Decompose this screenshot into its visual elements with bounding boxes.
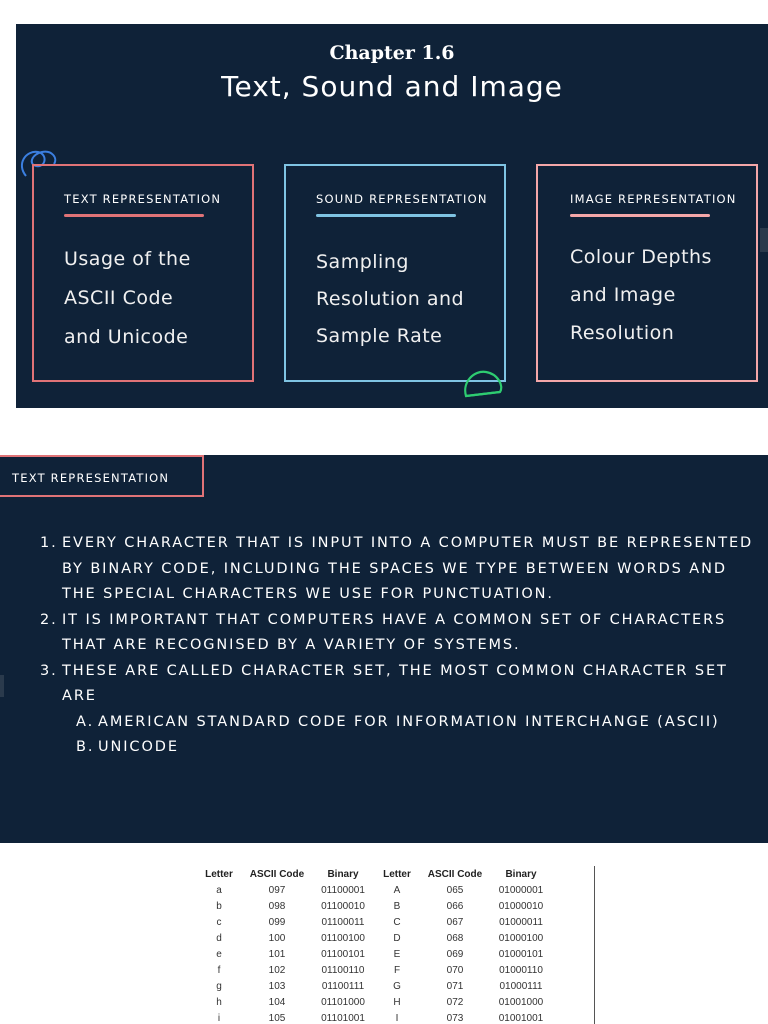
card-body [64, 240, 244, 357]
table-cell: 01000001 [498, 884, 544, 896]
list-number: 2. [40, 611, 58, 628]
column-header: ASCII Code [249, 869, 305, 880]
dome-doodle-icon [460, 364, 506, 400]
card-line: Resolution and [316, 288, 465, 310]
table-cell: F [393, 964, 401, 976]
card-image-representation [536, 164, 758, 382]
card-underline [570, 214, 710, 217]
card-heading: SOUND REPRESENTATION [316, 192, 488, 206]
card-sound-representation [284, 164, 506, 382]
table-row [196, 914, 552, 930]
table-cell: 098 [268, 900, 286, 912]
slide-edge-mark [760, 228, 768, 252]
card-line: and Image [570, 284, 676, 306]
table-cell: 01001000 [498, 996, 544, 1008]
table-cell: d [216, 932, 222, 944]
table-row [196, 882, 552, 898]
table-cell: a [216, 884, 222, 896]
list-text: AMERICAN STANDARD CODE FOR INFORMATION INTERCHANGE (ASCII) [98, 713, 720, 730]
table-cell: 073 [446, 1012, 464, 1024]
table-row [196, 898, 552, 914]
table-cell: 01100111 [321, 980, 365, 992]
card-body [570, 238, 750, 352]
table-cell: i [217, 1012, 221, 1024]
card-line: Colour Depths [570, 246, 712, 268]
table-cell: 066 [446, 900, 464, 912]
table-cell: 01100110 [321, 964, 365, 976]
list-letter: B. [76, 739, 95, 755]
table-cell: 01101000 [321, 996, 365, 1008]
table-cell: 01100011 [321, 916, 365, 928]
table-cell: 01000110 [499, 964, 543, 976]
list-text: THESE ARE CALLED CHARACTER SET, THE MOST COMMON CHARACTER SET ARE [62, 662, 728, 704]
card-underline [316, 214, 456, 217]
table-cell: 01000100 [498, 932, 544, 944]
table-cell: I [395, 1012, 399, 1024]
card-heading: TEXT REPRESENTATION [64, 192, 222, 206]
table-cell: B [393, 900, 401, 912]
list-item [40, 659, 760, 710]
table-cell: G [393, 980, 401, 992]
table-cell: A [393, 884, 401, 896]
table-cell: 101 [268, 948, 286, 960]
sub-list-item [40, 735, 760, 761]
table-cell: 069 [446, 948, 464, 960]
section-tab [0, 455, 204, 497]
table-row [196, 946, 552, 962]
table-cell: H [393, 996, 401, 1008]
card-line: ASCII Code [64, 287, 174, 309]
card-body [316, 244, 496, 355]
table-cell: 104 [268, 996, 286, 1008]
text-representation-slide [0, 455, 768, 843]
list-text: EVERY CHARACTER THAT IS INPUT INTO A COMPUTER MUST BE REPRESENTED BY BINARY CODE, INCLUDING THE SPACES WE TYPE BETWEEN WORDS AND THE SPECIAL CHARACTERS WE USE FOR PUNCTUATION. [62, 535, 754, 602]
list-text: UNICODE [98, 739, 179, 755]
table-cell: 01000011 [499, 916, 543, 928]
table-cell: 01000111 [499, 980, 543, 992]
table-cell: h [216, 996, 222, 1008]
point-list [40, 531, 760, 761]
table-cell: 01100001 [321, 884, 365, 896]
table-cell: C [393, 916, 401, 928]
table-cell: 065 [446, 884, 464, 896]
table-row [196, 994, 552, 1010]
card-line: Sample Rate [316, 325, 443, 347]
card-underline [64, 214, 204, 217]
column-header: Binary [505, 869, 537, 880]
card-line: Usage of the [64, 248, 191, 270]
table-cell: 01000010 [498, 900, 544, 912]
slide-title: Text, Sound and Image [221, 70, 563, 103]
table-row [196, 978, 552, 994]
list-letter: A. [76, 713, 95, 730]
table-cell: e [216, 948, 222, 960]
table-cell: 01101001 [321, 1012, 365, 1024]
table-cell: 103 [268, 980, 286, 992]
table-cell: 070 [446, 964, 464, 976]
list-number: 1. [40, 535, 58, 551]
title-slide [16, 24, 768, 408]
table-cell: 01000101 [498, 948, 544, 960]
table-row [196, 930, 552, 946]
list-text: IT IS IMPORTANT THAT COMPUTERS HAVE A COMMON SET OF CHARACTERS THAT ARE RECOGNISED BY A VARIETY OF SYSTEMS. [62, 611, 727, 653]
table-row [196, 1010, 552, 1024]
column-header: Binary [327, 869, 359, 880]
list-number: 3. [40, 662, 58, 679]
table-body [196, 882, 552, 1024]
card-line: and Unicode [64, 326, 189, 348]
table-cell: 01001001 [498, 1012, 544, 1024]
sub-list-item [40, 710, 760, 736]
table-cell: 071 [446, 980, 464, 992]
ascii-code-table [196, 866, 552, 1024]
table-row [196, 962, 552, 978]
slide-edge-mark [0, 675, 4, 697]
column-header: Letter [205, 869, 233, 880]
table-cell: 067 [446, 916, 464, 928]
column-header: Letter [383, 869, 411, 880]
table-cell: 102 [268, 964, 286, 976]
table-cell: 068 [446, 932, 464, 944]
table-cell: g [216, 980, 222, 992]
table-cell: f [217, 964, 221, 976]
section-tab-label: TEXT REPRESENTATION [12, 471, 170, 485]
table-cell: b [216, 900, 222, 912]
card-text-representation [32, 164, 254, 382]
table-cell: c [216, 916, 222, 928]
list-item [40, 608, 760, 659]
table-cell: 01100010 [321, 900, 365, 912]
table-cell: 099 [268, 916, 286, 928]
list-item [40, 531, 760, 608]
table-header-row [196, 866, 552, 882]
table-cell: 097 [268, 884, 286, 896]
table-cell: 01100100 [321, 932, 365, 944]
ascii-table [196, 866, 595, 1024]
table-cell: 072 [446, 996, 464, 1008]
card-heading: IMAGE REPRESENTATION [570, 192, 737, 206]
table-cell: E [393, 948, 401, 960]
card-line: Sampling [316, 251, 409, 273]
table-cell: 100 [268, 932, 286, 944]
table-cell: 105 [268, 1012, 286, 1024]
card-line: Resolution [570, 322, 675, 344]
chapter-label: Chapter 1.6 [329, 42, 455, 64]
column-header: ASCII Code [427, 869, 483, 880]
table-cell: D [393, 932, 401, 944]
table-cell: 01100101 [321, 948, 365, 960]
